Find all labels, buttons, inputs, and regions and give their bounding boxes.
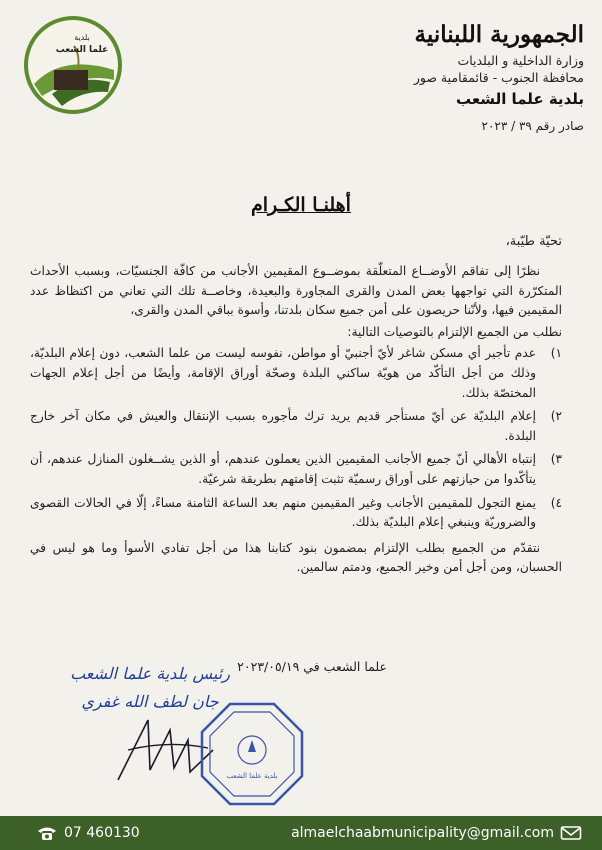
envelope-icon — [560, 825, 582, 841]
list-item — [30, 407, 562, 446]
logo-text-1: بلدية — [74, 33, 90, 42]
issue-number: صادر رقم ٣٩ / ٢٠٢٣ — [481, 119, 584, 133]
logo-text-2: علما الشعب — [55, 45, 109, 55]
footer-email — [291, 824, 588, 842]
footer-phone — [30, 824, 140, 842]
item-text: عدم تأجير أي مسكن شاغر لأيّ أجنبيّ أو مواطن، نفوسه ليست من علما الشعب، دون إعلام البلديّة، وذلك من أجل التأكّد من هويّة ساكني البلدة وصحّة أوراق الإقامة، وأيضًا من أجل إعلام الجهات المختصّة بذلك. — [30, 346, 536, 400]
municipality-logo — [22, 14, 124, 116]
signatory-title: رئيس بلدية علما الشعب — [70, 664, 230, 683]
list-item — [30, 344, 562, 403]
item-number: ٣) — [550, 452, 562, 467]
letter-body — [30, 262, 562, 580]
letter-title-text: أهلنـا الكـرام — [251, 194, 351, 216]
greeting: تحيّة طيّبة، — [505, 234, 562, 249]
place-date: علما الشعب في ٢٠٢٣/٠٥/١٩ — [237, 659, 387, 674]
email-address: almaelchaabmunicipality@gmail.com — [291, 825, 554, 841]
official-stamp — [198, 700, 306, 808]
stamp-label: بلدية علما الشعب — [226, 772, 278, 780]
item-number: ٢) — [550, 409, 562, 424]
request-paragraph: نطلب من الجميع الإلتزام بالتوصيات التالية: — [347, 324, 562, 339]
list-item — [30, 450, 562, 489]
letter-title — [0, 194, 602, 216]
closing-paragraph: نتقدّم من الجميع بطلب الإلتزام بمضمون بنود كتابنا هذا من أجل تفادي الأسوأ وما هو ليس في الحسبان، ومن أجل أمن وخير الجميع، ودمتم سالمين. — [30, 540, 562, 575]
item-number: ٤) — [550, 495, 562, 510]
letterhead — [324, 18, 584, 135]
ministry-line: وزارة الداخلية و البلديات — [457, 53, 584, 68]
item-text: يمنع التجول للمقيمين الأجانب وغير المقيمين منهم بعد الساعة الثامنة مساءً، إلّا في الحالات القصوى والضروريّة وينبغي إعلام البلديّة بذلك. — [30, 495, 536, 530]
recommendations-list — [30, 344, 562, 532]
phone-number: 07 460130 — [64, 825, 140, 841]
footer-bar — [0, 816, 602, 850]
item-number: ١) — [550, 346, 562, 361]
item-text: إعلام البلديّة عن أيّ مستأجر قديم يريد ترك مأجوره بسبب الإنتقال والعيش في مكان آخر خارج البلدة. — [30, 409, 536, 443]
governorate-line: محافظة الجنوب - قائمقامية صور — [413, 70, 584, 85]
intro-paragraph: نظرًا إلى تفاقم الأوضــاع المتعلّقة بموضــوع المقيمين الأجانب من كافّة الجنسيّات، وبسبب الأحداث المتكرّرة التي تواجهها بعض المدن والقرى المجاورة والبعيدة، وخاصــة تلك التي تعاني من اكتظاظ عدد المقيمين فيها، ولأنّنا حريصون على أمن جميع سكان بلدتنا، وأسوة بباقي المدن والقرى، — [30, 264, 562, 318]
signatory-name: جان لطف الله غفري — [81, 692, 219, 711]
republic-title: الجمهورية اللبنانية — [414, 21, 584, 48]
phone-icon — [36, 825, 58, 841]
item-text: إنتباه الأهالي أنّ جميع الأجانب المقيمين الذين يعملون عندهم، أو الذين يشــغلون المنازل عندهم، أن يتأكّدوا من حيازتهم على أوراق رسميّة تثبت إقامتهم بطريقة شرعيّة. — [30, 452, 536, 486]
list-item — [30, 494, 562, 533]
municipality-name: بلدية علما الشعب — [455, 90, 584, 108]
